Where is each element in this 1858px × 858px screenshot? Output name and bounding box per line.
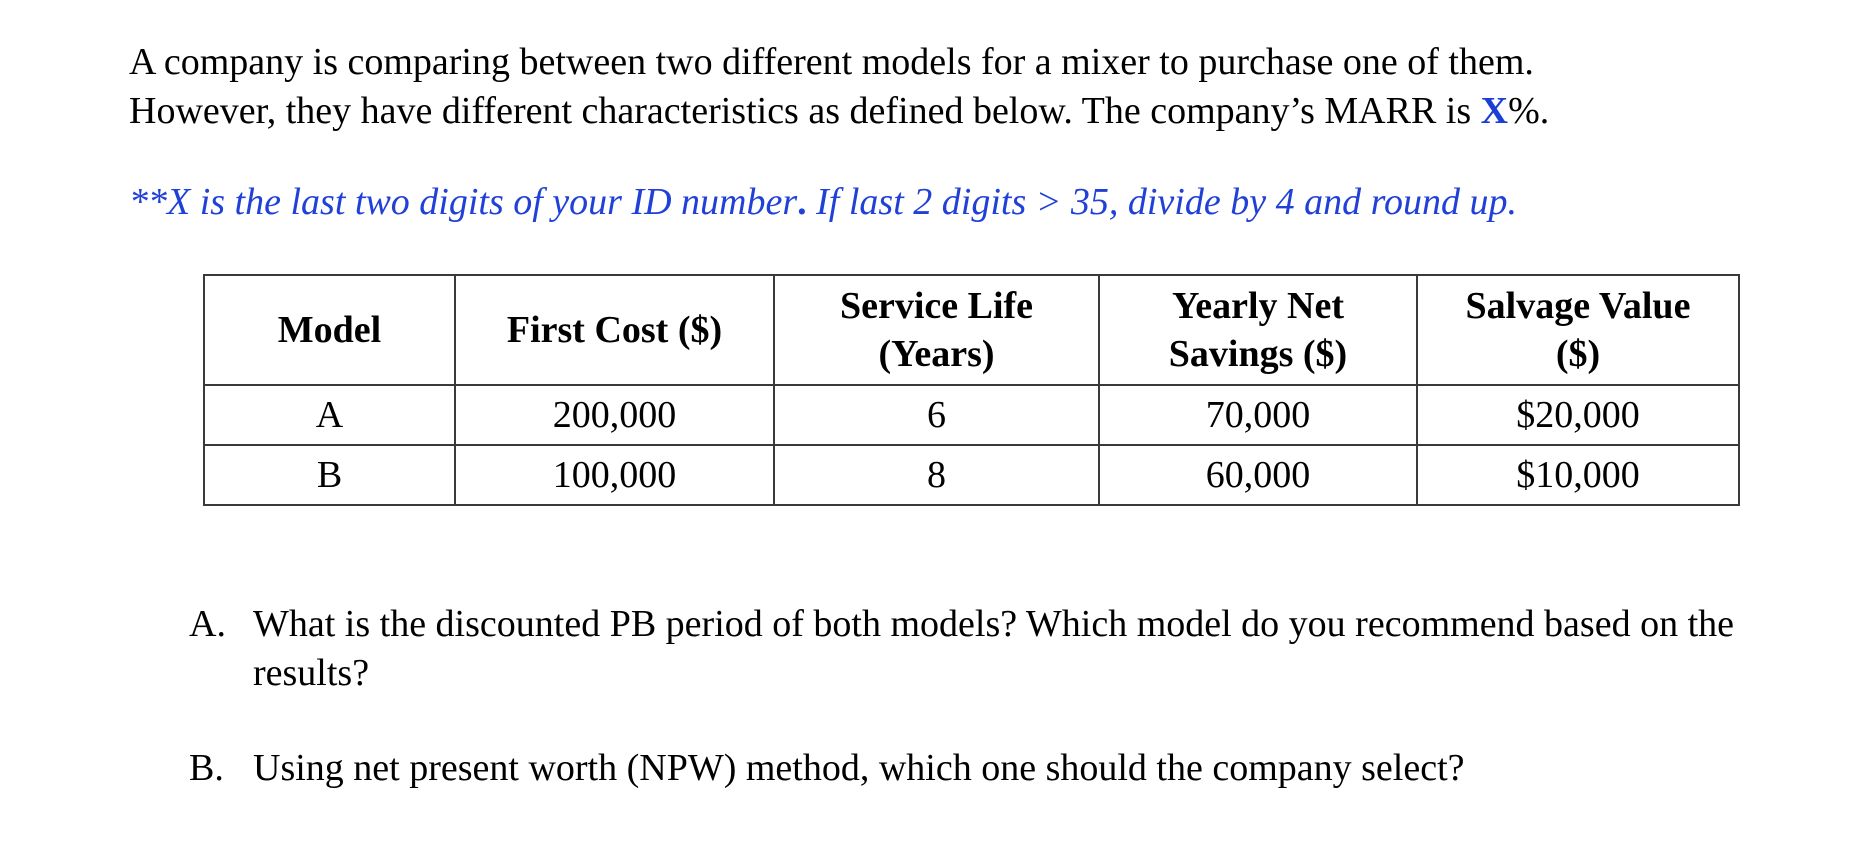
problem-statement-line-2 [129, 87, 1809, 136]
question-marker: B. [189, 747, 224, 789]
marr-text: However, they have different characteristics as defined below. The company’s MARR is [129, 90, 1481, 132]
cell-service-life: 8 [774, 445, 1099, 505]
question-text: What is the discounted PB period of both models? Which model do you recommend based on the results? [253, 603, 1734, 694]
cell-service-life: 6 [774, 385, 1099, 445]
id-instruction-note [129, 178, 1809, 227]
header-service-life: Service Life (Years) [774, 275, 1099, 385]
table-row [204, 385, 1739, 445]
model-comparison-table [203, 274, 1740, 506]
cell-first-cost: 200,000 [455, 385, 774, 445]
cell-first-cost: 100,000 [455, 445, 774, 505]
cell-salvage-value: $20,000 [1417, 385, 1739, 445]
cell-model: A [204, 385, 455, 445]
note-part-2: If last 2 digits > 35, divide by 4 and round up. [806, 181, 1517, 223]
header-salvage-value: Salvage Value ($) [1417, 275, 1739, 385]
note-dot: . [797, 181, 807, 223]
marr-variable: X [1480, 90, 1509, 132]
problem-statement [129, 38, 1809, 136]
question-marker: A. [189, 603, 226, 645]
question-a [189, 600, 1829, 698]
problem-statement-line-1: A company is comparing between two different models for a mixer to purchase one of them. [129, 41, 1534, 83]
header-first-cost: First Cost ($) [455, 275, 774, 385]
note-part-1: **X is the last two digits of your ID number [129, 181, 798, 223]
cell-model: B [204, 445, 455, 505]
cell-yearly-net-savings: 70,000 [1099, 385, 1417, 445]
cell-yearly-net-savings: 60,000 [1099, 445, 1417, 505]
table-header-row [204, 275, 1739, 385]
cell-salvage-value: $10,000 [1417, 445, 1739, 505]
question-b [189, 744, 1829, 793]
question-list [189, 600, 1829, 793]
marr-percent: %. [1508, 90, 1550, 132]
header-model: Model [204, 275, 455, 385]
header-yearly-net-savings: Yearly Net Savings ($) [1099, 275, 1417, 385]
table-row [204, 445, 1739, 505]
question-text: Using net present worth (NPW) method, which one should the company select? [253, 747, 1465, 789]
